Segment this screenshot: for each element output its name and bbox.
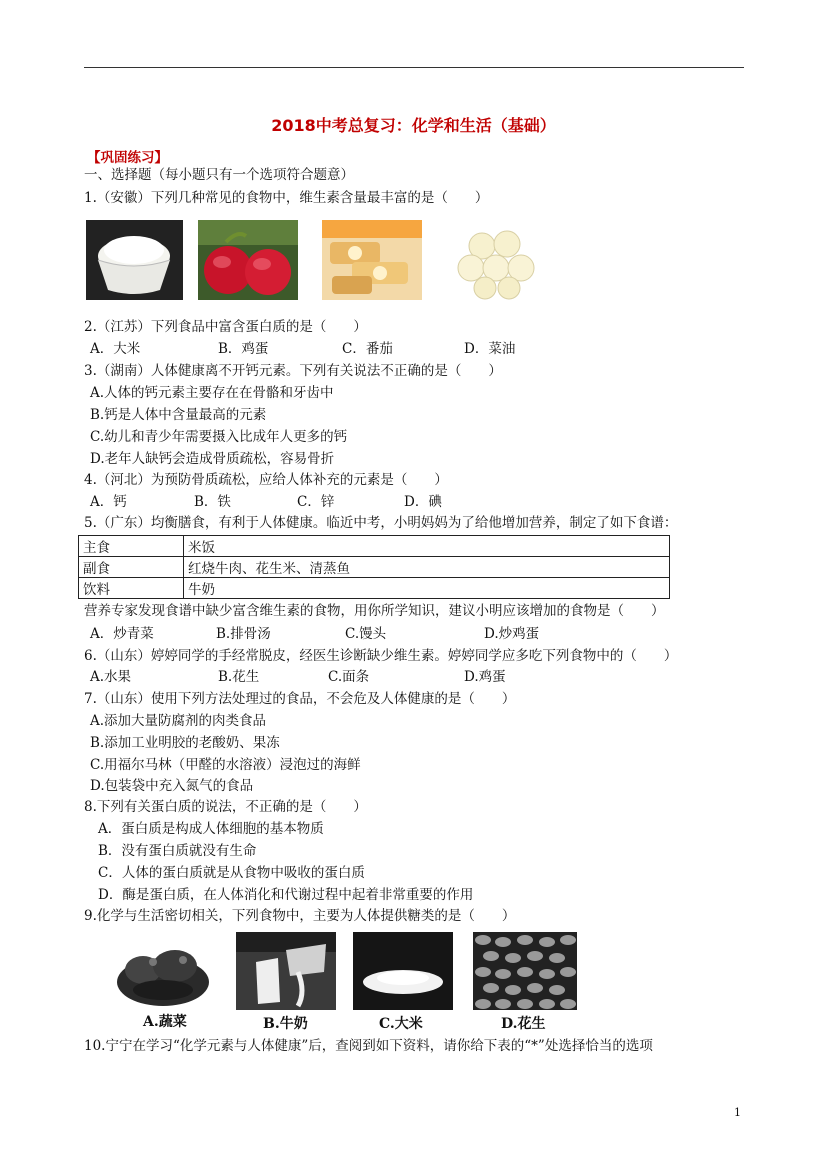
menu-cell-key: 副食 (79, 557, 184, 578)
q8-option-d: D．酶是蛋白质，在人体消化和代谢过程中起着非常重要的作用 (98, 887, 474, 903)
q5-follow: 营养专家发现食谱中缺少富含维生素的食物，用你所学知识，建议小明应该增加的食物是（ ） (84, 603, 665, 619)
q4-option-b: B．铁 (194, 494, 231, 510)
menu-cell-value: 红烧牛肉、花生米、清蒸鱼 (184, 557, 670, 578)
menu-cell-value: 米饭 (184, 536, 670, 557)
menu-cell-key: 主食 (79, 536, 184, 557)
q8-option-b: B．没有蛋白质就没有生命 (98, 843, 257, 859)
q8-option-a: A．蛋白质是构成人体细胞的基本物质 (98, 821, 324, 837)
q5-option-a: A．炒青菜 (90, 626, 154, 642)
q3-option-d: D.老年人缺钙会造成骨质疏松，容易骨折 (90, 451, 335, 467)
menu-cell-key: 饮料 (79, 578, 184, 599)
q2-stem: 2.（江苏）下列食品中富含蛋白质的是（ ） (84, 319, 367, 335)
table-row (79, 536, 670, 557)
q4-option-a: A．钙 (90, 494, 127, 510)
q4-option-d: D．碘 (404, 494, 442, 510)
q5-option-d: D.炒鸡蛋 (484, 626, 540, 642)
q2-options (90, 340, 650, 358)
vegetables-image (113, 932, 213, 1010)
table-row (79, 578, 670, 599)
q7-option-c: C.用福尔马林（甲醛的水溶液）浸泡过的海鲜 (90, 757, 361, 773)
q9-caption-c: C.大米 (379, 1016, 423, 1032)
steamed-buns-image (447, 220, 547, 300)
cake-rolls-image (322, 220, 422, 300)
rice-grain-image (353, 932, 453, 1010)
q5-options (90, 625, 650, 643)
q7-stem: 7.（山东）使用下列方法处理过的食品，不会危及人体健康的是（ ） (84, 691, 516, 707)
q3-stem: 3.（湖南）人体健康离不开钙元素。下列有关说法不正确的是（ ） (84, 363, 502, 379)
milk-image (236, 932, 336, 1010)
peanuts-image (473, 932, 577, 1010)
q2-option-a: A．大米 (90, 341, 141, 357)
q9-caption-b: B.牛奶 (263, 1016, 308, 1032)
q2-option-b: B．鸡蛋 (218, 341, 269, 357)
q8-option-c: C．人体的蛋白质就是从食物中吸收的蛋白质 (98, 865, 365, 881)
menu-table (78, 535, 670, 599)
q4-option-c: C．锌 (297, 494, 335, 510)
rice-bowl-image (86, 220, 183, 300)
q9-stem: 9.化学与生活密切相关，下列食物中，主要为人体提供糖类的是（ ） (84, 908, 516, 924)
q4-stem: 4.（河北）为预防骨质疏松，应给人体补充的元素是（ ） (84, 472, 448, 488)
q5-stem: 5.（广东）均衡膳食，有利于人体健康。临近中考，小明妈妈为了给他增加营养，制定了如下食谱： (84, 515, 678, 531)
q7-option-a: A.添加大量防腐剂的肉类食品 (90, 713, 267, 729)
section-tag: 【巩固练习】 (87, 150, 168, 166)
q3-option-c: C.幼儿和青少年需要摄入比成年人更多的钙 (90, 429, 348, 445)
menu-cell-value: 牛奶 (184, 578, 670, 599)
q7-option-d: D.包装袋中充入氮气的食品 (90, 778, 254, 794)
q6-option-c: C.面条 (328, 669, 370, 685)
q6-option-a: A.水果 (90, 669, 132, 685)
page-title: 2018中考总复习：化学和生活（基础） (271, 116, 556, 135)
q4-options (90, 493, 650, 511)
page-number: 1 (734, 1106, 741, 1119)
q2-option-c: C．番茄 (342, 341, 393, 357)
q1-stem: 1.（安徽）下列几种常见的食物中，维生素含量最丰富的是（ ） (84, 190, 489, 206)
q8-stem: 8.下列有关蛋白质的说法，不正确的是（ ） (84, 799, 367, 815)
q6-stem: 6.（山东）婷婷同学的手经常脱皮，经医生诊断缺少维生素。婷婷同学应多吃下列食物中的（ ） (84, 648, 678, 664)
q6-option-d: D.鸡蛋 (464, 669, 506, 685)
q2-option-d: D．菜油 (464, 341, 516, 357)
q9-caption-d: D.花生 (501, 1016, 546, 1032)
header-rule (84, 67, 744, 68)
q6-option-b: B.花生 (218, 669, 260, 685)
apples-image (198, 220, 298, 300)
part-heading: 一、选择题（每小题只有一个选项符合题意） (84, 167, 354, 183)
q9-caption-a: A.蔬菜 (143, 1014, 187, 1030)
q3-option-a: A.人体的钙元素主要存在在骨骼和牙齿中 (90, 385, 334, 401)
q10-stem: 10.宁宁在学习“化学元素与人体健康”后，查阅到如下资料，请你给下表的“*”处选择恰当的选项 (84, 1038, 653, 1054)
q6-options (90, 668, 650, 686)
q3-option-b: B.钙是人体中含量最高的元素 (90, 407, 267, 423)
table-row (79, 557, 670, 578)
q5-option-b: B.排骨汤 (216, 626, 271, 642)
q7-option-b: B.添加工业明胶的老酸奶、果冻 (90, 735, 280, 751)
q5-option-c: C.馒头 (345, 626, 387, 642)
